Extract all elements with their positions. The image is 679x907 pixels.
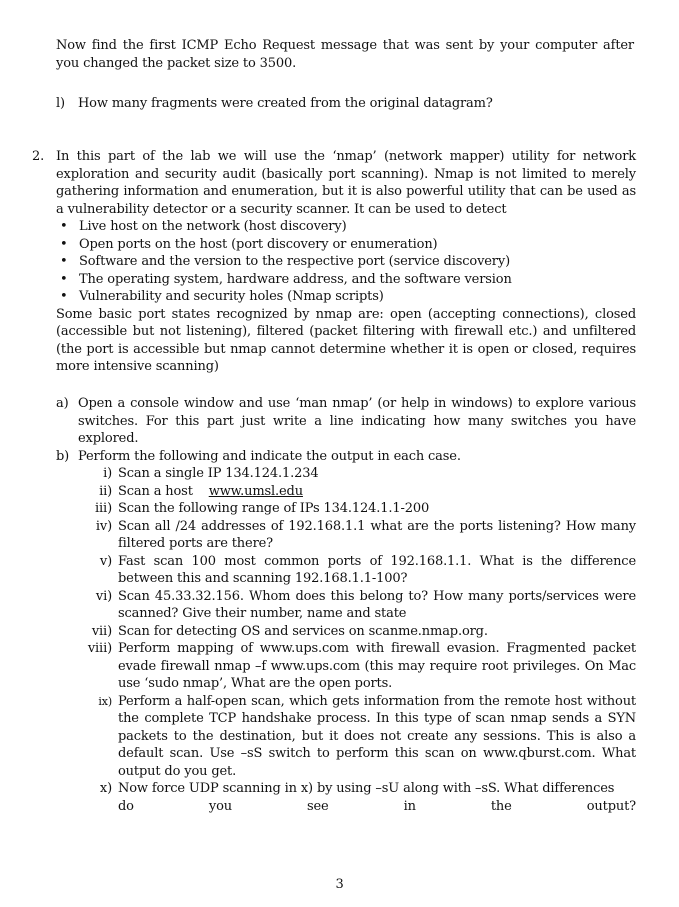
list-item: ix) Perform a half-open scan, which gets information from the remote host without the complete TCP handshake process. In this type of scan nmap sends a SYN packets to the destination, but it does not create any sessions. This is also a default scan. Use –sS switch to perform this scan on www.qburst.com. What output do you get. bbox=[98, 693, 636, 779]
section-2-number: 2. bbox=[32, 149, 45, 164]
lettered-list bbox=[56, 395, 636, 815]
list-item: • Vulnerability and security holes (Nmap scripts) bbox=[60, 289, 384, 304]
spread-line: do you see in the output? bbox=[118, 798, 636, 814]
list-item: ii) Scan a host www.umsl.edu bbox=[99, 483, 303, 499]
bullet-icon: • bbox=[60, 271, 68, 287]
port-states-paragraph: Some basic port states recognized by nmap are: open (accepting connections), closed (accessible but not listening), filtered (packet filtering with firewall etc.) and unfiltered (the port is accessible but nmap cannot determine whether it is open or closed, requires more intensive scanning) bbox=[56, 306, 636, 374]
bullet-icon: • bbox=[60, 236, 68, 252]
part-a bbox=[56, 395, 636, 448]
bullet-icon: • bbox=[60, 254, 68, 269]
bullet-icon: • bbox=[60, 219, 68, 234]
part-b-text: Perform the following and indicate the output in each case. bbox=[78, 448, 461, 464]
bullet-icon: • bbox=[60, 289, 68, 304]
question-l bbox=[56, 95, 634, 113]
part-b bbox=[56, 448, 636, 816]
umsl-link[interactable]: www.umsl.edu bbox=[208, 483, 303, 499]
part-a-text: Open a console window and use ‘man nmap’ (or help in windows) to explore various switches. For this part just write a line indicating how many switches you have explored. bbox=[78, 396, 636, 446]
list-item: v) Fast scan 100 most common ports of 192.168.1.1. What is the difference between this and scanning 192.168.1.1-100? bbox=[99, 553, 636, 586]
question-l-label: l) bbox=[56, 96, 65, 111]
part-b-label: b) bbox=[56, 448, 70, 464]
list-item: viii) Perform mapping of www.ups.com with firewall evasion. Fragmented packet evade firewall nmap –f www.ups.com (this may require root privileges. On Mac use ‘sudo nmap’, What are the open ports. bbox=[87, 641, 636, 691]
list-item: • Open ports on the host (port discovery or enumeration) bbox=[60, 236, 438, 252]
page-number: 3 bbox=[335, 877, 344, 892]
intro-paragraph: Now find the first ICMP Echo Request message that was sent by your computer after you changed the packet size to 3500. bbox=[56, 38, 634, 71]
part-a-label: a) bbox=[56, 396, 69, 411]
list-item: • The operating system, hardware address, and the software version bbox=[60, 271, 512, 287]
list-item: vii) Scan for detecting OS and services on scanme.nmap.org. bbox=[91, 623, 488, 639]
list-item: • Software and the version to the respective port (service discovery) bbox=[60, 254, 510, 269]
list-item: iii) Scan the following range of IPs 134.124.1.1-200 bbox=[95, 501, 430, 516]
list-item: iv) Scan all /24 addresses of 192.168.1.1 what are the ports listening? How many filtered ports are there? bbox=[95, 518, 636, 551]
question-l-text: How many fragments were created from the original datagram? bbox=[78, 96, 493, 111]
list-item: i) Scan a single IP 134.124.1.234 bbox=[103, 466, 319, 481]
roman-list bbox=[78, 465, 636, 815]
list-item: x) Now force UDP scanning in x) by using –sU along with –sS. What differences do you see in the output? bbox=[99, 781, 636, 814]
section-2-intro: In this part of the lab we will use the ‘nmap’ (network mapper) utility for network exploration and security audit (basically port scanning). Nmap is not limited to merely gathering information and enumeration, but it is also powerful utility that can be used as a vulnerability detector or a security scanner. It can be used to detect bbox=[56, 149, 636, 217]
section-2 bbox=[32, 148, 636, 376]
detect-list bbox=[56, 218, 636, 306]
list-item: • Live host on the network (host discovery) bbox=[60, 219, 347, 234]
list-item: vi) Scan 45.33.32.156. Whom does this belong to? How many ports/services were scanned? Give their number, name and state bbox=[95, 588, 636, 621]
